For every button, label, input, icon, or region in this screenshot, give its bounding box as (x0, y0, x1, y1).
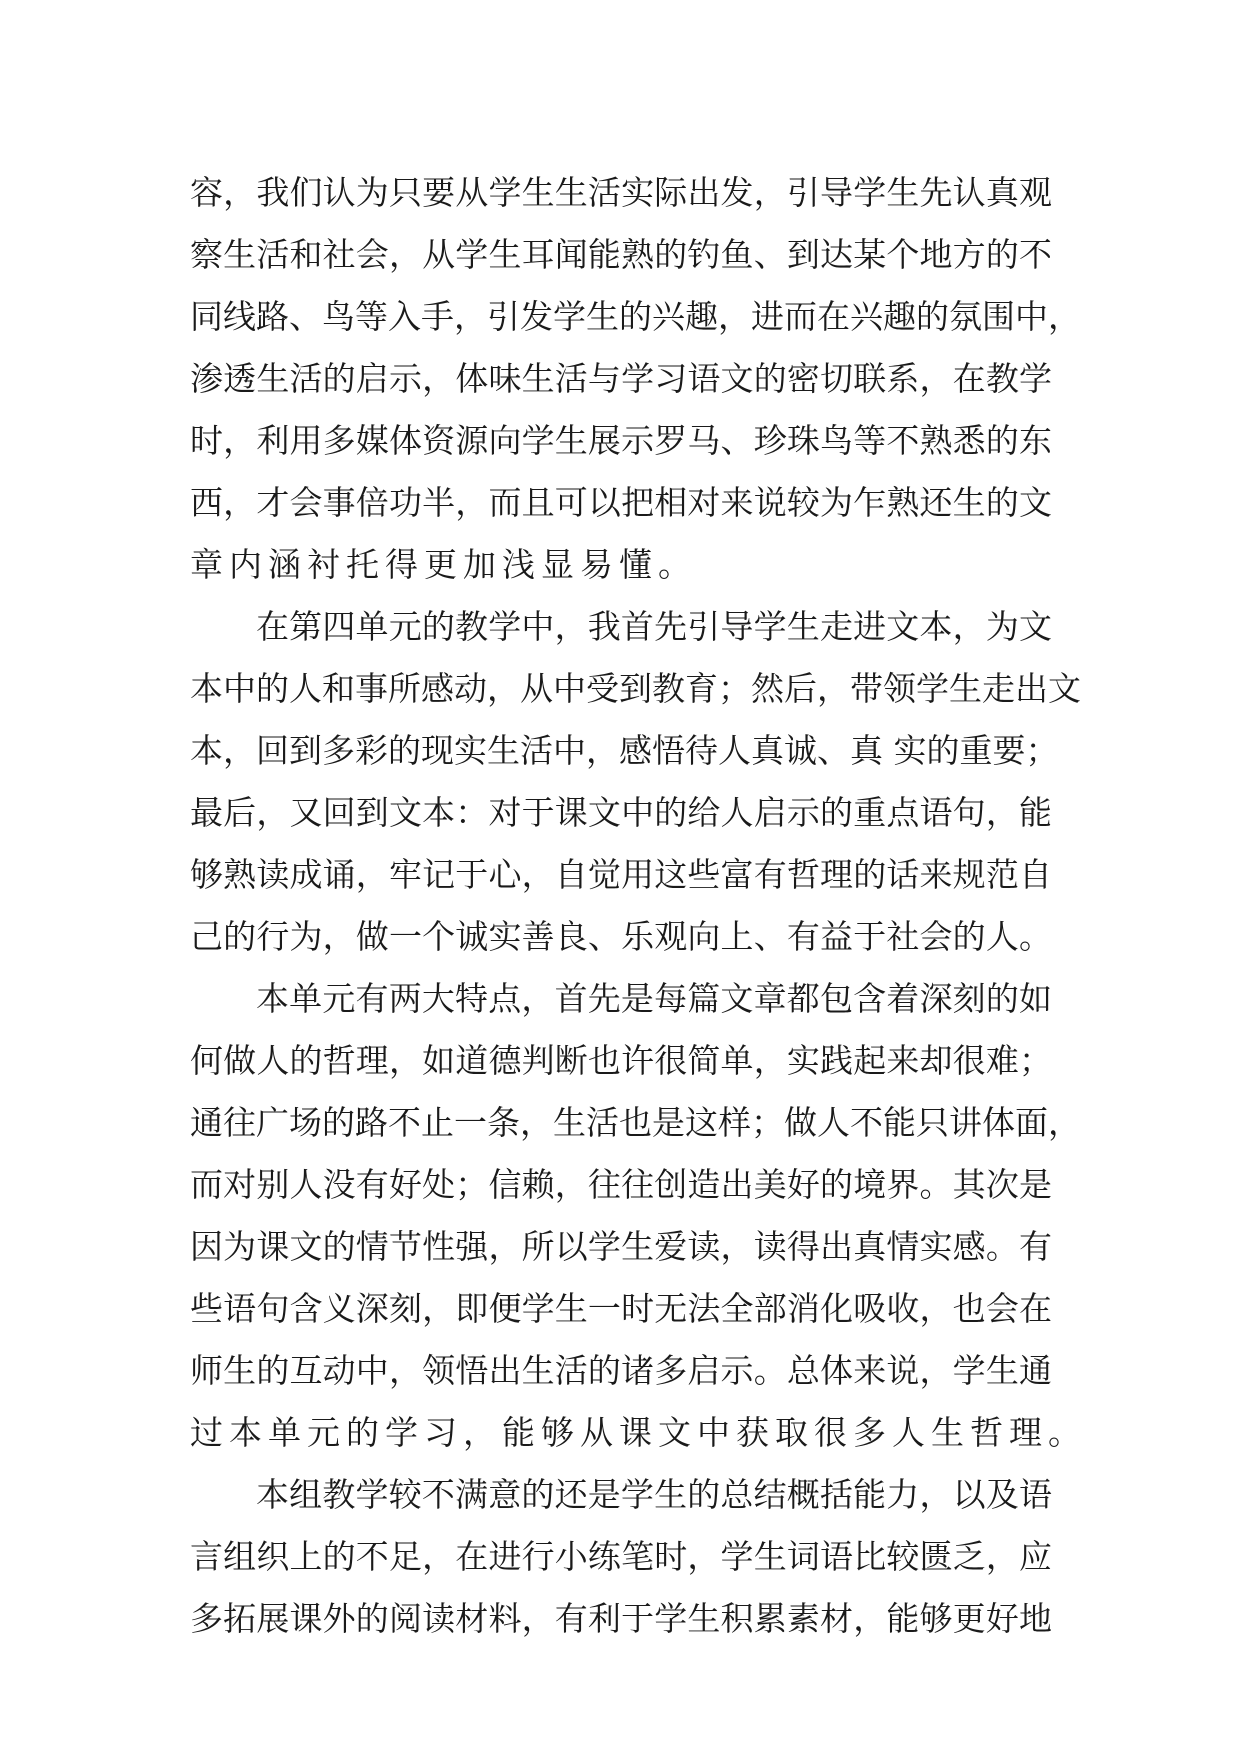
text-line: 同线路、鸟等入手，引发学生的兴趣，进而在兴趣的氛围中， (190, 297, 1081, 336)
text-line: 何做人的哲理，如道德判断也许很简单，实践起来却很难； (190, 1041, 1052, 1080)
text-line: 而对别人没有好处；信赖，往往创造出美好的境界。其次是 (190, 1165, 1052, 1204)
text-line: 西，才会事倍功半，而且可以把相对来说较为乍熟还生的文 (190, 483, 1052, 522)
text-line: 察生活和社会，从学生耳闻能熟的钓鱼、到达某个地方的不 (190, 235, 1052, 274)
text-line: 本，回到多彩的现实生活中，感悟待人真诚、真 实的重要； (190, 731, 1059, 770)
text-line: 因为课文的情节性强，所以学生爱读，读得出真情实感。有 (190, 1227, 1052, 1266)
text-line: 多拓展课外的阅读材料，有利于学生积累素材，能够更好地 (190, 1599, 1052, 1638)
text-line: 时，利用多媒体资源向学生展示罗马、珍珠鸟等不熟悉的东 (190, 421, 1052, 460)
text-line: 容，我们认为只要从学生生活实际出发，引导学生先认真观 (190, 173, 1052, 212)
text-line: 己的行为，做一个诚实善良、乐观向上、有益于社会的人。 (190, 917, 1052, 956)
text-line: 言组织上的不足，在进行小练笔时，学生词语比较匮乏，应 (190, 1537, 1052, 1576)
text-line: 通往广场的路不止一条，生活也是这样；做人不能只讲体面， (190, 1103, 1081, 1142)
text-line: 些语句含义深刻，即便学生一时无法全部消化吸收，也会在 (190, 1289, 1052, 1328)
text-line: 章内涵衬托得更加浅显易懂。 (190, 545, 697, 584)
text-line: 最后，又回到文本：对于课文中的给人启示的重点语句，能 (190, 793, 1052, 832)
paragraph-first-line: 本组教学较不满意的还是学生的总结概括能力，以及语 (256, 1475, 1052, 1514)
text-line: 够熟读成诵，牢记于心，自觉用这些富有哲理的话来规范自 (190, 855, 1052, 894)
text-line: 过本单元的学习，能够从课文中获取很多人生哲理。 (190, 1413, 1087, 1452)
paragraph-first-line: 在第四单元的教学中，我首先引导学生走进文本，为文 (256, 607, 1052, 646)
paragraph-first-line: 本单元有两大特点，首先是每篇文章都包含着深刻的如 (256, 979, 1052, 1018)
text-line: 师生的互动中，领悟出生活的诸多启示。总体来说，学生通 (190, 1351, 1052, 1390)
text-line: 本中的人和事所感动，从中受到教育；然后，带领学生走出文 (190, 669, 1081, 708)
text-line: 渗透生活的启示，体味生活与学习语文的密切联系，在教学 (190, 359, 1052, 398)
document-body (190, 162, 1087, 1650)
